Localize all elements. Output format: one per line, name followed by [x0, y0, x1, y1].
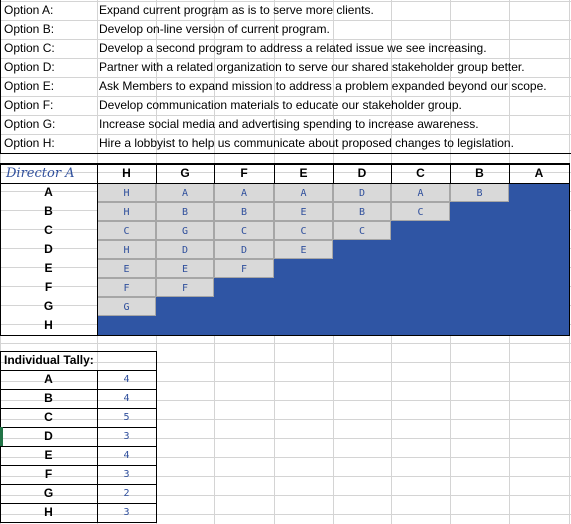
matrix-col-header[interactable]: A	[534, 166, 544, 180]
matrix-row-header[interactable]: H	[44, 318, 53, 332]
tally-border	[0, 465, 157, 466]
matrix-blocked-cell	[156, 297, 215, 317]
option-label[interactable]: Option G:	[4, 117, 56, 131]
tally-row-label[interactable]: A	[44, 372, 53, 386]
tally-value[interactable]: 4	[123, 450, 130, 461]
matrix-choice-cell[interactable]: A	[274, 183, 333, 202]
option-label[interactable]: Option B:	[4, 22, 55, 36]
matrix-row-header[interactable]: F	[44, 280, 53, 294]
matrix-choice-cell[interactable]: H	[97, 240, 156, 259]
option-label[interactable]: Option C:	[4, 41, 55, 55]
matrix-col-header[interactable]: G	[180, 166, 190, 180]
matrix-blocked-cell	[156, 316, 215, 336]
matrix-choice-cell[interactable]: A	[156, 183, 214, 202]
matrix-blocked-cell	[333, 278, 392, 298]
matrix-border	[214, 163, 215, 184]
matrix-row-header[interactable]: E	[44, 261, 53, 275]
matrix-border	[0, 183, 570, 184]
matrix-choice-cell[interactable]: B	[450, 183, 509, 202]
matrix-blocked-cell	[391, 297, 451, 317]
tally-value[interactable]: 3	[123, 431, 130, 442]
option-description[interactable]: Partner with a related organization to serve our shared stakeholder group better.	[99, 60, 525, 74]
tally-border	[0, 389, 157, 390]
matrix-col-header[interactable]: C	[416, 166, 425, 180]
matrix-blocked-cell	[333, 316, 392, 336]
grid-row-line	[0, 343, 571, 344]
matrix-blocked-cell	[391, 316, 451, 336]
tally-row-label[interactable]: G	[43, 486, 54, 500]
matrix-choice-cell[interactable]: H	[97, 183, 156, 202]
matrix-col-header[interactable]: E	[299, 166, 308, 180]
option-block-border	[0, 153, 571, 154]
option-description[interactable]: Develop a second program to address a related issue we see increasing.	[99, 41, 487, 55]
matrix-border	[509, 163, 510, 184]
option-description[interactable]: Develop communication materials to educate our stakeholder group.	[99, 98, 462, 112]
option-description[interactable]: Develop on-line version of current program.	[99, 22, 330, 36]
matrix-blocked-cell	[509, 297, 570, 317]
tally-value[interactable]: 4	[123, 374, 130, 385]
option-description[interactable]: Hire a lobbyist to help us communicate about proposed changes to legislation.	[99, 136, 514, 150]
matrix-choice-cell[interactable]: B	[156, 202, 214, 221]
matrix-row-header[interactable]: B	[44, 204, 53, 218]
option-description[interactable]: Ask Members to expand mission to address a problem expanded beyond our scope.	[99, 79, 547, 93]
matrix-choice-cell[interactable]: F	[214, 259, 274, 278]
tally-border	[0, 446, 157, 447]
matrix-blocked-cell	[214, 297, 275, 317]
matrix-choice-cell[interactable]: H	[97, 202, 156, 221]
tally-border	[0, 503, 157, 504]
tally-row-label[interactable]: H	[44, 505, 53, 519]
option-description[interactable]: Increase social media and advertising spending to increase awareness.	[99, 117, 479, 131]
tally-border	[0, 484, 157, 485]
matrix-border	[274, 163, 275, 184]
matrix-blocked-cell	[450, 297, 510, 317]
matrix-choice-cell[interactable]: C	[391, 202, 450, 221]
matrix-choice-cell[interactable]: G	[97, 297, 156, 316]
tally-value[interactable]: 4	[123, 393, 130, 404]
option-block-border	[0, 0, 1, 153]
matrix-border	[333, 163, 334, 184]
tally-border	[0, 351, 157, 352]
tally-row-label[interactable]: F	[44, 467, 53, 481]
matrix-choice-cell[interactable]: E	[274, 202, 333, 221]
active-cell-marker	[0, 427, 3, 446]
matrix-blocked-cell	[97, 316, 157, 336]
matrix-col-header[interactable]: B	[475, 166, 484, 180]
tally-value[interactable]: 5	[123, 412, 130, 423]
matrix-border	[0, 335, 570, 336]
option-description[interactable]: Expand current program as is to serve more clients.	[99, 3, 374, 17]
matrix-border	[156, 163, 157, 184]
matrix-blocked-cell	[509, 240, 570, 260]
tally-border	[0, 370, 157, 371]
matrix-blocked-cell	[509, 221, 570, 241]
matrix-choice-cell[interactable]: C	[333, 221, 391, 240]
matrix-col-header[interactable]: H	[122, 166, 131, 180]
matrix-choice-cell[interactable]: E	[274, 240, 333, 259]
matrix-choice-cell[interactable]: G	[156, 221, 214, 240]
director-a-label[interactable]: Director A	[6, 166, 75, 181]
matrix-choice-cell[interactable]: D	[333, 183, 391, 202]
matrix-choice-cell[interactable]: B	[333, 202, 391, 221]
matrix-col-header[interactable]: D	[357, 166, 367, 180]
matrix-choice-cell[interactable]: E	[156, 259, 214, 278]
matrix-blocked-cell	[450, 221, 510, 241]
option-label[interactable]: Option A:	[4, 3, 54, 17]
matrix-blocked-cell	[274, 278, 334, 298]
matrix-choice-cell[interactable]: C	[274, 221, 333, 240]
matrix-blocked-cell	[391, 240, 451, 260]
matrix-blocked-cell	[274, 259, 334, 279]
matrix-row-header[interactable]: A	[44, 185, 53, 199]
option-label[interactable]: Option F:	[4, 98, 54, 112]
option-label[interactable]: Option D:	[4, 60, 55, 74]
matrix-row-header[interactable]: D	[44, 242, 53, 256]
tally-border	[0, 522, 157, 523]
tally-title[interactable]: Individual Tally:	[4, 353, 94, 367]
matrix-choice-cell[interactable]: C	[97, 221, 156, 240]
matrix-blocked-cell	[274, 297, 334, 317]
matrix-border	[569, 163, 570, 336]
matrix-blocked-cell	[509, 278, 570, 298]
matrix-border	[391, 163, 392, 184]
matrix-choice-cell[interactable]: A	[214, 183, 274, 202]
matrix-blocked-cell	[509, 259, 570, 279]
tally-row-label[interactable]: C	[44, 410, 53, 424]
matrix-blocked-cell	[450, 202, 510, 222]
matrix-blocked-cell	[214, 316, 275, 336]
matrix-choice-cell[interactable]: B	[214, 202, 274, 221]
matrix-blocked-cell	[391, 259, 451, 279]
option-label[interactable]: Option E:	[4, 79, 55, 93]
matrix-blocked-cell	[333, 259, 392, 279]
tally-border	[0, 427, 157, 428]
matrix-blocked-cell	[450, 278, 510, 298]
tally-value[interactable]: 3	[123, 469, 130, 480]
matrix-border	[97, 163, 98, 336]
matrix-blocked-cell	[214, 278, 275, 298]
matrix-blocked-cell	[509, 316, 570, 336]
matrix-blocked-cell	[391, 278, 451, 298]
matrix-blocked-cell	[333, 297, 392, 317]
matrix-blocked-cell	[509, 202, 570, 222]
matrix-blocked-cell	[391, 221, 451, 241]
matrix-row-header[interactable]: C	[44, 223, 53, 237]
matrix-blocked-cell	[450, 316, 510, 336]
tally-value[interactable]: 2	[123, 488, 130, 499]
matrix-blocked-cell	[450, 259, 510, 279]
matrix-blocked-cell	[274, 316, 334, 336]
tally-row-label[interactable]: E	[44, 448, 53, 462]
option-label[interactable]: Option H:	[4, 136, 55, 150]
matrix-choice-cell[interactable]: E	[97, 259, 156, 278]
matrix-choice-cell[interactable]: D	[214, 240, 274, 259]
matrix-border	[0, 163, 1, 336]
tally-row-label[interactable]: D	[44, 429, 53, 443]
matrix-choice-cell[interactable]: F	[156, 278, 214, 297]
matrix-blocked-cell	[450, 240, 510, 260]
matrix-border	[0, 163, 570, 165]
matrix-choice-cell[interactable]: F	[97, 278, 156, 297]
matrix-blocked-cell	[333, 240, 392, 260]
matrix-col-header[interactable]: F	[240, 166, 248, 180]
matrix-choice-cell[interactable]: A	[391, 183, 450, 202]
tally-border	[0, 408, 157, 409]
tally-row-label[interactable]: B	[44, 391, 53, 405]
matrix-border	[450, 163, 451, 184]
tally-border	[156, 351, 157, 523]
matrix-blocked-cell	[509, 183, 570, 203]
tally-value[interactable]: 3	[123, 507, 130, 518]
matrix-choice-cell[interactable]: C	[214, 221, 274, 240]
matrix-row-header[interactable]: G	[43, 299, 54, 313]
matrix-choice-cell[interactable]: D	[156, 240, 214, 259]
